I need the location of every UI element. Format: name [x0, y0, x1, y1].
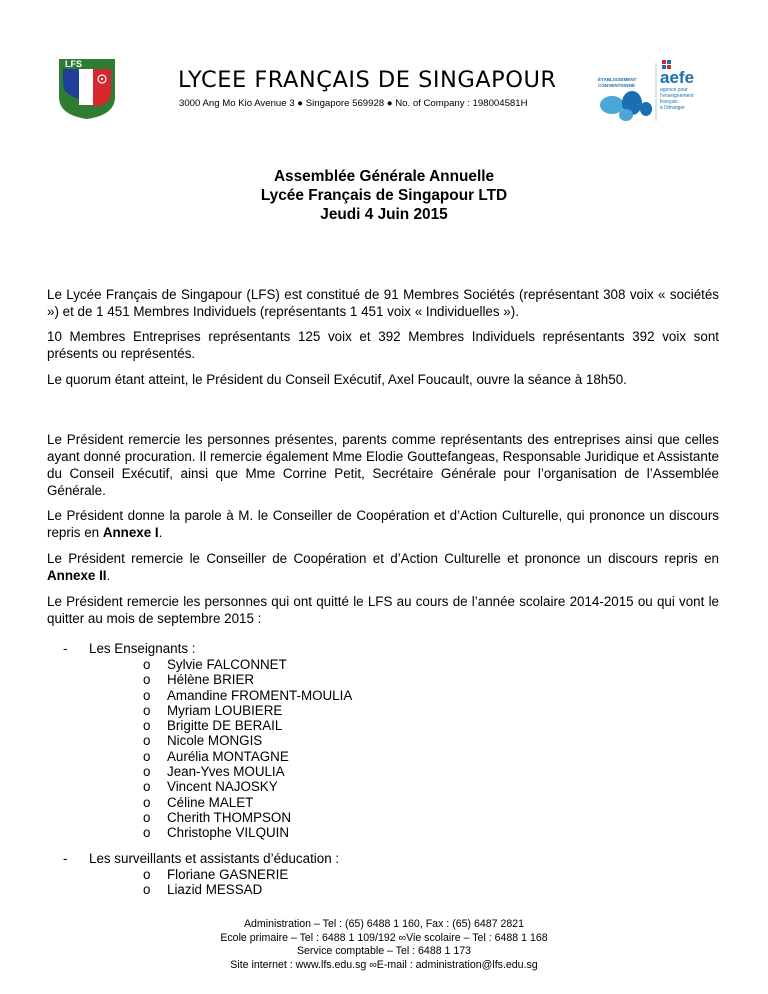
bullet-icon: o [143, 882, 151, 898]
document-title [0, 167, 768, 224]
svg-text:CONVENTIONNÉ: CONVENTIONNÉ [598, 83, 636, 88]
list-category: Les surveillants et assistants d’éducation : [89, 851, 340, 866]
svg-text:français: français [660, 99, 678, 105]
list-dash: - [63, 851, 68, 866]
person-name: Sylvie FALCONNET [167, 657, 287, 672]
svg-text:agence pour: agence pour [660, 87, 688, 93]
bullet-icon: o [143, 825, 151, 841]
bullet-icon: o [143, 702, 151, 718]
bullet-icon: o [143, 779, 151, 795]
lfs-logo-icon [57, 57, 165, 121]
bullet-icon: o [143, 687, 151, 703]
title-line-2: Lycée Français de Singapour LTD [260, 187, 508, 204]
svg-text:à l'étranger: à l'étranger [660, 105, 685, 111]
bullet-icon: o [143, 733, 151, 749]
paragraph-present: 10 Membres Entreprises représentants 125 voix et 392 Membres Individuels représentants 392 voix sont présents ou représentés. [47, 329, 719, 361]
aefe-name: aefe [660, 68, 695, 87]
title-line-1: Assemblée Générale Annuelle [273, 168, 495, 185]
footer-line-2: Ecole primaire – Tel : 6488 1 109/192 ∞Vie scolaire – Tel : 6488 1 168 [220, 931, 548, 944]
paragraph-members: Le Lycée Français de Singapour (LFS) est constitué de 91 Membres Sociétés (représentant 308 voix « sociétés ») et de 1 451 Membres Individuels (représentants 1 451 voix « Individuelles »). [47, 287, 719, 319]
aefe-logo-icon [596, 57, 716, 125]
lfs-logo-text: LFS [65, 59, 82, 69]
person-name: Nicole MONGIS [167, 733, 263, 749]
person-name: Céline MALET [167, 794, 254, 810]
paragraph-departures: Le Président remercie les personnes qui ont quitté le LFS au cours de l’année scolaire 2014-2015 ou qui vont le quitter au mois de septembre 2015 : [47, 594, 719, 626]
bullet-icon: o [143, 657, 151, 672]
annexe-2-label: Annexe II [47, 568, 107, 583]
bullet-icon: o [143, 672, 151, 688]
person-name: Liazid MESSAD [167, 882, 263, 898]
footer-line-3: Service comptable – Tel : 6488 1 173 [296, 945, 472, 958]
footer-line-4: Site internet : www.lfs.edu.sg ∞E-mail : administration@lfs.edu.sg [230, 958, 538, 971]
title-line-3: Jeudi 4 Juin 2015 [320, 206, 448, 223]
person-name: Aurélia MONTAGNE [167, 748, 289, 764]
bullet-icon: o [143, 718, 151, 734]
person-name: Jean-Yves MOULIA [167, 764, 285, 780]
school-name: LYCEE FRANÇAIS DE SINGAPOUR [178, 67, 557, 93]
person-name: Hélène BRIER [167, 672, 255, 688]
bullet-icon: o [143, 809, 151, 825]
paragraph-thanks: Le Président remercie les personnes présentes, parents comme représentants des entreprises ainsi que celles ayant donné procuration. Il remercie également Mme Elodie Gouttefangeas, Responsable Juridique et Assistante du Conseil Exécutif, ainsi que Mme Corrine Petit, Secrétaire Générale pour l’organisation de l’Assemblée Générale. [47, 432, 719, 498]
annexe-1-label: Annexe I [102, 525, 159, 540]
bullet-icon: o [143, 748, 151, 764]
person-name: Cherith THOMPSON [167, 809, 292, 825]
paragraph-annexe-2: Le Président remercie le Conseiller de Coopération et d’Action Culturelle et prononce un discours repris en Annexe II. [47, 551, 719, 583]
list-dash: - [63, 641, 68, 656]
footer-line-1: Administration – Tel : (65) 6488 1 160, Fax : (65) 6487 2821 [243, 918, 525, 930]
paragraph-annexe-1: Le Président donne la parole à M. le Conseiller de Coopération et d’Action Culturelle, qui prononce un discours repris en Annexe I. [47, 508, 719, 540]
person-name: Christophe VILQUIN [167, 825, 290, 841]
school-address: 3000 Ang Mo Kio Avenue 3 ● Singapore 569928 ● No. of Company : 198004581H [179, 98, 528, 109]
person-name: Vincent NAJOSKY [167, 779, 278, 795]
bullet-icon: o [143, 794, 151, 810]
person-name: Brigitte DE BERAIL [167, 718, 283, 734]
bullet-icon: o [143, 764, 151, 780]
person-name: Myriam LOUBIERE [167, 702, 283, 718]
person-name: Floriane GASNERIE [167, 867, 289, 882]
footer [0, 918, 768, 972]
person-name: Amandine FROMENT-MOULIA [167, 687, 353, 703]
aefe-badge-text: ÉTABLISSEMENT [598, 77, 637, 82]
paragraph-quorum: Le quorum étant atteint, le Président du Conseil Exécutif, Axel Foucault, ouvre la séance à 18h50. [47, 372, 627, 387]
svg-text:l'enseignement: l'enseignement [660, 93, 694, 99]
bullet-icon: o [143, 867, 151, 882]
list-category: Les Enseignants : [89, 641, 196, 656]
